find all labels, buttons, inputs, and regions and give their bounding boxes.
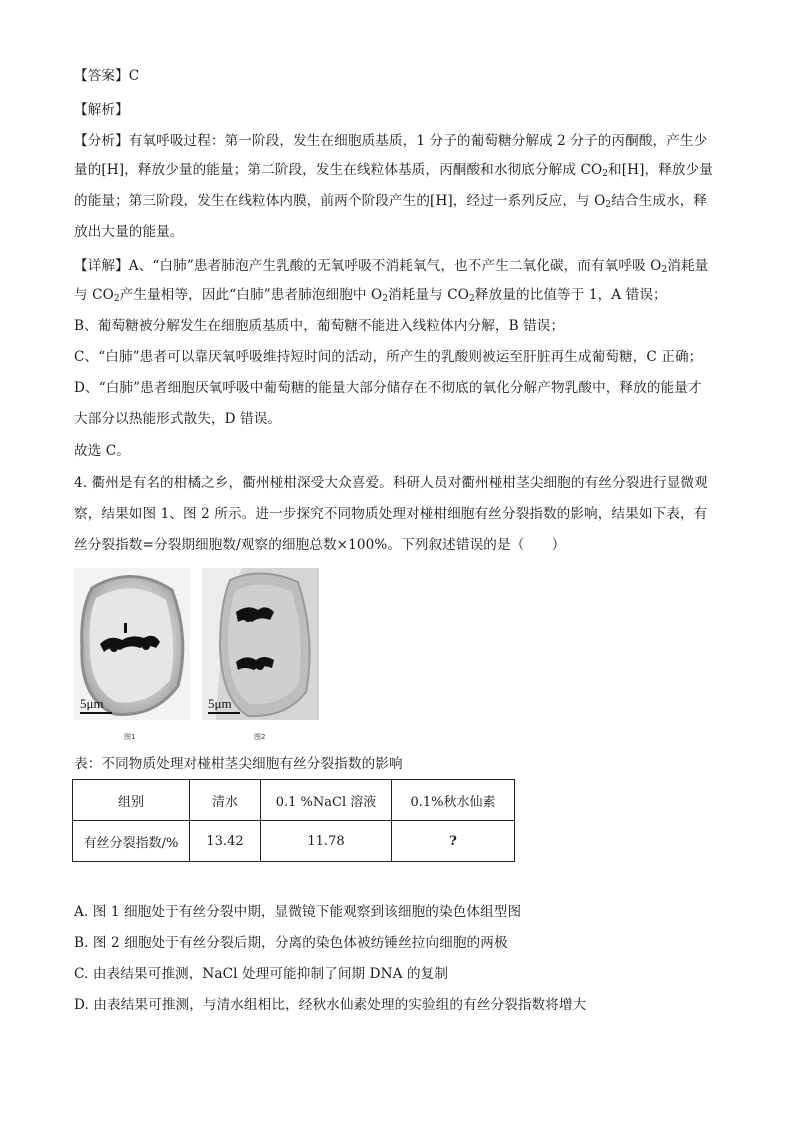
table-header-cell: 0.1 %NaCl 溶液	[261, 780, 392, 821]
option-d: D. 由表结果可推测，与清水组相比，经秋水仙素处理的实验组的有丝分裂指数将增大	[74, 997, 587, 1013]
table-cell: ?	[392, 821, 515, 862]
fenxi-line-2: 量的[H]，释放少量的能量；第二阶段，发生在线粒体基质，丙酮酸和水彻底分解成 $CO_2$和[H]，释放少量	[74, 162, 713, 179]
option-b: B. 图 2 细胞处于有丝分裂后期，分离的染色体被纺锤丝拉向细胞的两极	[74, 935, 508, 951]
xiangjie-conclusion: 故选 C。	[74, 443, 131, 459]
option-c: C. 由表结果可推测，NaCl 处理可能抑制了间期 DNA 的复制	[74, 966, 449, 982]
table-row	[73, 821, 515, 862]
fenxi-line-4: 放出大量的能量。	[74, 224, 184, 240]
q4-line-2: 察，结果如图 1、图 2 所示。进一步探究不同物质处理对椪柑细胞有丝分裂指数的影响，结果如下表，有	[74, 506, 708, 522]
table-caption: 表：不同物质处理对椪柑茎尖细胞有丝分裂指数的影响	[74, 756, 403, 772]
xiangjie-option-c: C、“白肺”患者可以靠厌氧呼吸维持短时间的活动，所产生的乳酸则被运至肝脏再生成葡萄糖，C 正确；	[74, 349, 703, 365]
answer-line	[74, 66, 724, 86]
figure-1-scale-label: 5μm	[80, 696, 104, 711]
xiangjie-line-2: 与 $CO_2$产生量相等，因此“白肺”患者肺泡细胞中 $O_2$消耗量与 $CO_2$释放量的比值等于 1，A 错误；	[74, 287, 667, 304]
figure-2-scale-label: 5μm	[208, 696, 232, 711]
q4-line-1: 4. 衢州是有名的柑橘之乡，衢州椪柑深受大众喜爱。科研人员对衢州椪柑茎尖细胞的有丝分裂进行显微观	[74, 475, 708, 491]
figure-1-micrograph	[74, 568, 190, 720]
answer-value: C	[128, 68, 140, 84]
answer-label: 【答案】	[74, 68, 129, 84]
xiangjie-option-d-1: D、“白肺”患者细胞厌氧呼吸中葡萄糖的能量大部分储存在不彻底的氧化分解产物乳酸中，释放的能量才	[74, 380, 702, 396]
xiangjie-line-1: 【详解】A、“白肺”患者肺泡产生乳酸的无氧呼吸不消耗氧气，也不产生二氧化碳，而有氧呼吸 $O_2$消耗量	[74, 258, 709, 275]
option-a: A. 图 1 细胞处于有丝分裂中期，显微镜下能观察到该细胞的染色体组型图	[74, 904, 522, 920]
figure-2-micrograph	[202, 568, 319, 720]
fenxi-line-3: 的能量；第三阶段，发生在线粒体内膜，前两个阶段产生的[H]，经过一系列反应，与 $O_2$结合生成水，释	[74, 193, 708, 210]
table-header-cell: 清水	[190, 780, 261, 821]
xiangjie-option-b: B、葡萄糖被分解发生在细胞质基质中，葡萄糖不能进入线粒体内分解，B 错误；	[74, 318, 565, 334]
figure-2-caption: 图2	[254, 733, 266, 741]
mitotic-index-table	[72, 779, 515, 862]
table-cell: 有丝分裂指数/%	[73, 821, 190, 862]
table-header-cell: 0.1%秋水仙素	[392, 780, 515, 821]
xiangjie-option-d-2: 大部分以热能形式散失，D 错误。	[74, 411, 282, 427]
table-cell: 13.42	[190, 821, 261, 862]
table-header-row	[73, 780, 515, 821]
analysis-label: 【解析】	[74, 102, 129, 118]
fenxi-line-1: 【分析】有氧呼吸过程：第一阶段，发生在细胞质基质，1 分子的葡萄糖分解成 2 分子的丙酮酸，产生少	[74, 133, 708, 149]
q4-line-3: 丝分裂指数=分裂期细胞数/观察的细胞总数×100%。下列叙述错误的是（ ）	[74, 537, 566, 553]
table-cell: 11.78	[261, 821, 392, 862]
table-header-cell: 组别	[73, 780, 190, 821]
figure-1-caption: 图1	[124, 733, 136, 741]
